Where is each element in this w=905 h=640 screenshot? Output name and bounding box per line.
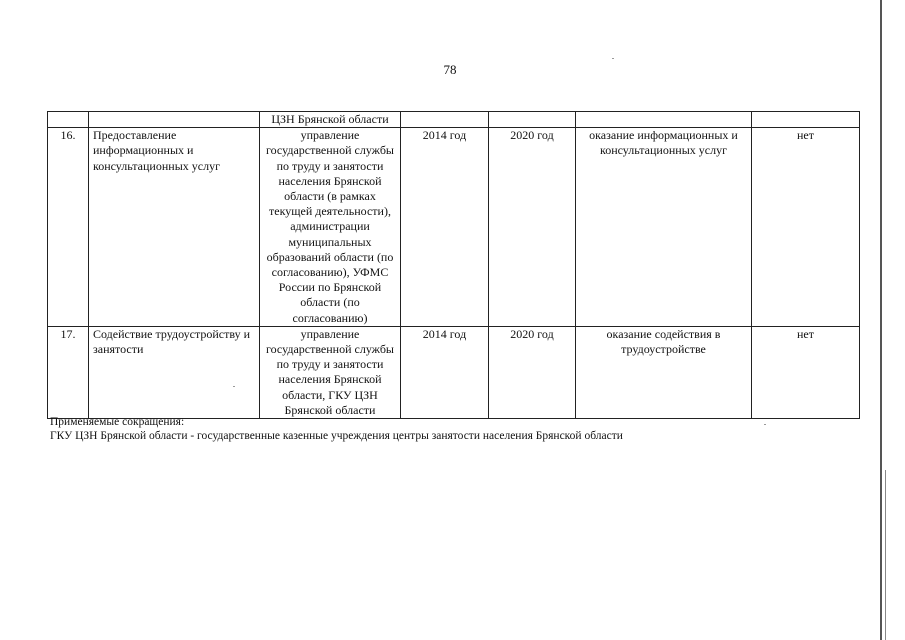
table-row <box>48 326 860 418</box>
scan-edge-line <box>885 470 886 640</box>
cell-end-year: 2020 год <box>489 128 576 327</box>
cell-result: оказание информационных и консультационных услуг <box>576 128 752 327</box>
cell-executor: управление государственной службы по труду и занятости населения Брянской области, ГКУ ЦЗН Брянской области <box>260 326 401 418</box>
cell-end-year <box>489 112 576 128</box>
abbreviations-heading: Применяемые сокращения: <box>50 416 185 428</box>
cell-start-year: 2014 год <box>401 128 489 327</box>
page-number: 78 <box>443 62 457 77</box>
scan-edge-line <box>880 0 882 640</box>
cell-activity-name: Предоставление информационных и консультационных услуг <box>89 128 260 327</box>
scan-speck <box>233 386 235 387</box>
cell-number: 16. <box>48 128 89 327</box>
cell-note <box>752 112 860 128</box>
table-row <box>48 128 860 327</box>
abbreviation-definition: ГКУ ЦЗН Брянской области - государственные казенные учреждения центры занятости населения Брянской области <box>50 430 623 442</box>
cell-result: оказание содействия в трудоустройстве <box>576 326 752 418</box>
cell-activity-name: Содействие трудоустройству и занятости <box>89 326 260 418</box>
cell-number <box>48 112 89 128</box>
scan-speck <box>612 58 614 59</box>
scan-speck <box>764 424 766 425</box>
cell-activity-name <box>89 112 260 128</box>
cell-result <box>576 112 752 128</box>
abbreviations-note <box>50 415 623 443</box>
table-row-continuation <box>48 112 860 128</box>
cell-start-year: 2014 год <box>401 326 489 418</box>
cell-number: 17. <box>48 326 89 418</box>
cell-executor: управление государственной службы по труду и занятости населения Брянской области (в рамках текущей деятельности), администрации муниципальных образований области (по согласованию), УФМС России по Брянской области (по согласованию) <box>260 128 401 327</box>
cell-note: нет <box>752 326 860 418</box>
cell-note: нет <box>752 128 860 327</box>
cell-executor: ЦЗН Брянской области <box>260 112 401 128</box>
program-activities-table <box>47 111 860 419</box>
cell-end-year: 2020 год <box>489 326 576 418</box>
cell-start-year <box>401 112 489 128</box>
